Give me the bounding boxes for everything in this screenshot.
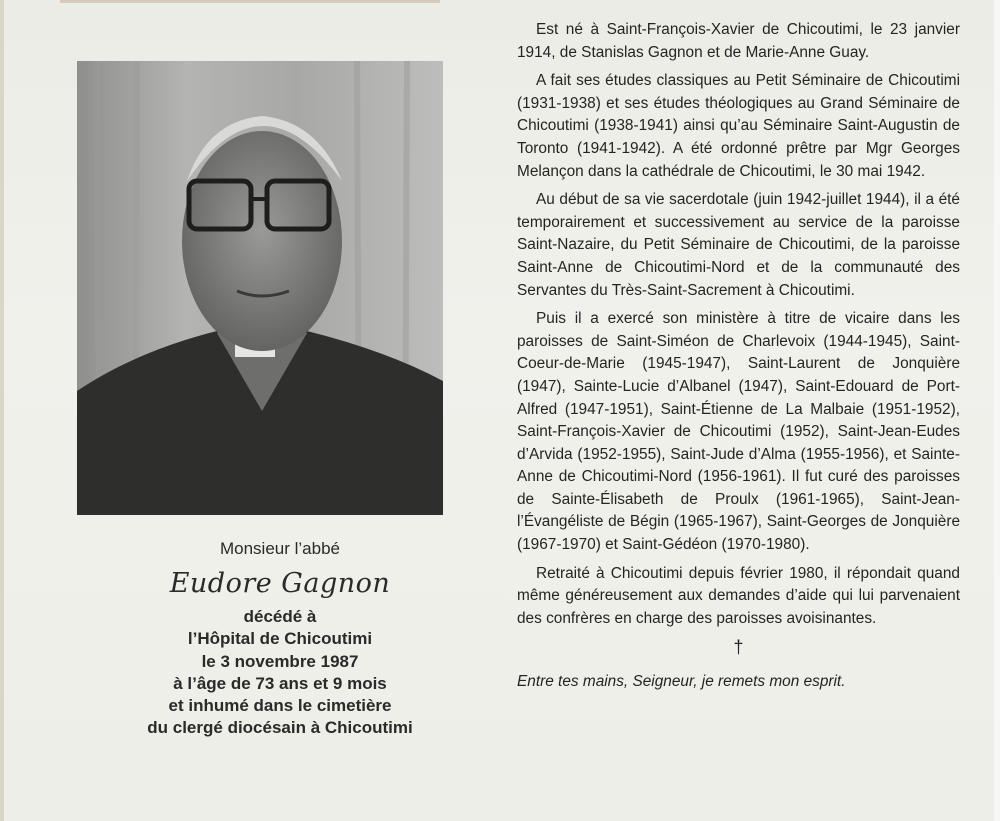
death-info-line: le 3 novembre 1987 (201, 651, 359, 671)
deceased-info (100, 538, 460, 740)
closing-quote: Entre tes mains, Seigneur, je remets mon esprit. (517, 673, 846, 691)
card-edge (0, 0, 4, 821)
biography-paragraph-early-ministry: Au début de sa vie sacerdotale (juin 1942-juillet 1944), il a été temporairement et successivement au service de la paroisse Saint-Nazaire, du Petit Séminaire de Chicoutimi, de la paroisse Saint-Anne de Chicoutimi-Nord et de la communauté des Servantes du Très-Saint-Sacrement à Chicoutimi. (517, 191, 960, 299)
death-info-line: l’Hôpital de Chicoutimi (187, 629, 373, 649)
biography-paragraph-studies: A fait ses études classiques au Petit Séminaire de Chicoutimi (1931-1938) et ses études théologiques au Grand Séminaire de Chicoutimi (1938-1941) ainsi qu’au Séminaire Saint-Augustin de Toronto (1941-1942). A été ordonné prêtre par Mgr Georges Melançon dans la cathédrale de Chicoutimi, le 30 mai 1942. (517, 72, 960, 180)
death-info-line: et inhumé dans le cimetière (168, 696, 392, 716)
death-info-line: décédé à (243, 607, 317, 626)
cross-icon: † (733, 637, 744, 658)
death-info-line: du clergé diocésain à Chicoutimi (147, 718, 413, 738)
biography-paragraph-birth: Est né à Saint-François-Xavier de Chicoutimi, le 23 janvier 1914, de Stanislas Gagnon et de Marie-Anne Guay. (517, 21, 960, 61)
deceased-name: Eudore Gagnon (169, 568, 391, 599)
portrait-photo (77, 61, 443, 515)
portrait-image (77, 61, 443, 515)
card-top-strip (60, 0, 440, 3)
death-info-line: à l’âge de 73 ans et 9 mois (173, 673, 387, 693)
biography (517, 19, 960, 700)
biography-paragraph-parishes: Puis il a exercé son ministère à titre de vicaire dans les paroisses de Saint-Siméon de Charlevoix (1944-1945), Saint-Coeur-de-Marie (1945-1947), Saint-Laurent de Jonquière (1947), Sainte-Lucie d’Albanel (1947), Saint-Edouard de Port-Alfred (1947-1951), Saint-Étienne de La Malbaie (1951-1952), Saint-François-Xavier de Chicoutimi (1952), Saint-Jean-Eudes d’Arvida (1952-1955), Saint-Jude d’Alma (1955-1956), et Sainte-Anne de Chicoutimi-Nord (1956-1961). Il fut curé des paroisses de Sainte-Élisabeth de Proulx (1961-1965), Saint-Jean-l’Évangéliste de Bégin (1965-1967), Saint-Georges de Jonquière (1967-1970) et Saint-Gédéon (1970-1980). (517, 310, 960, 554)
card-edge-right (994, 0, 1000, 821)
biography-paragraph-retirement: Retraité à Chicoutimi depuis février 1980, il répondait quand même généreusement aux demandes d’aide qui lui parvenaient des confrères en charge des paroisses avoisinantes. (517, 564, 960, 627)
honorific-title: Monsieur l’abbé (219, 539, 340, 558)
